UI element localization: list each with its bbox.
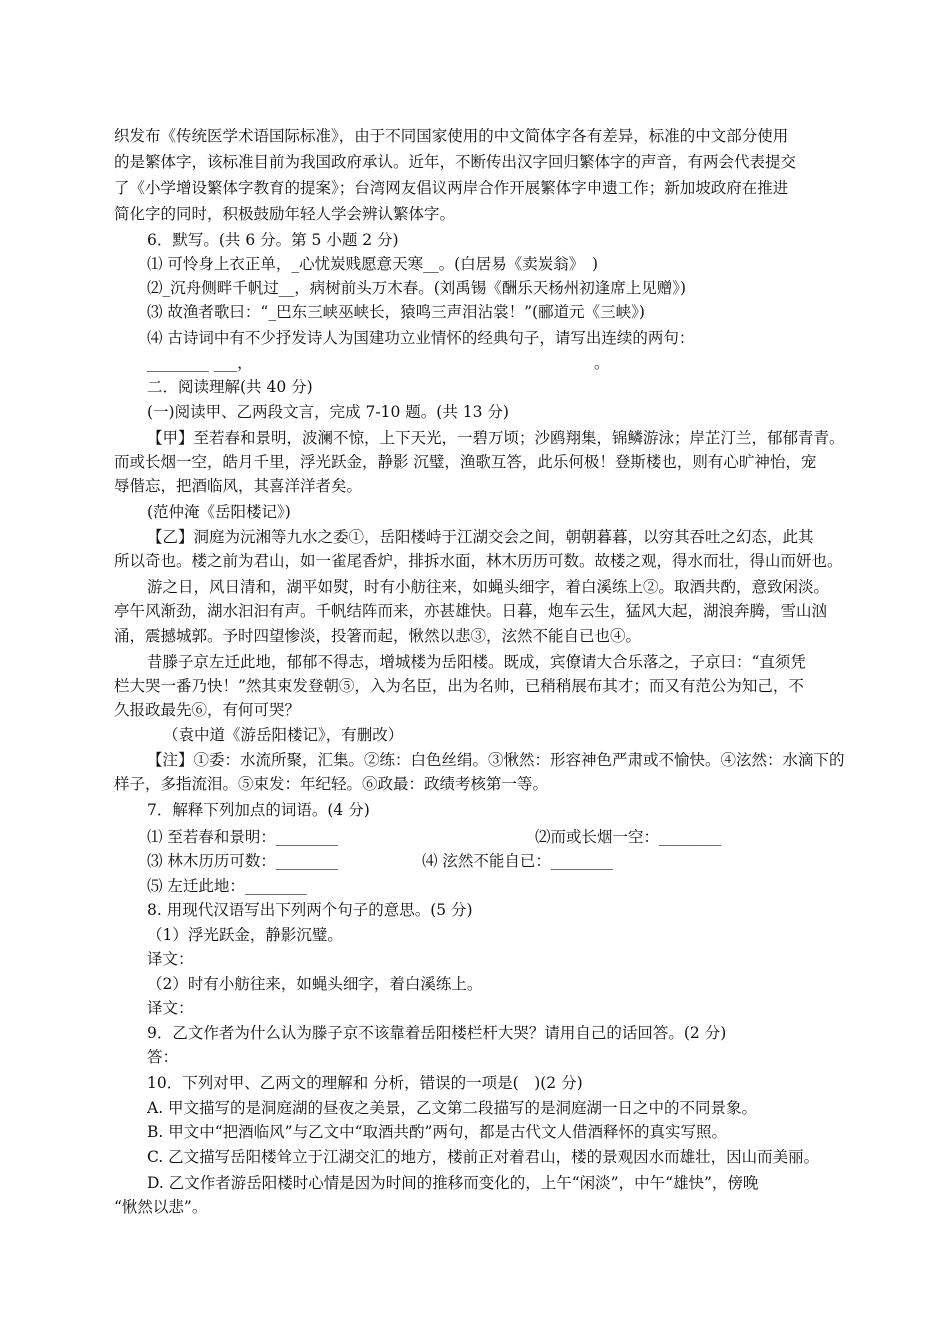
q10-option-a[interactable]: A. 甲文描写的是洞庭湖的昼夜之美景，乙文第二段描写的是洞庭湖一日之中的不同景象。 [147,1099,758,1117]
q10-option-d[interactable]: D. 乙文作者游岳阳楼时心情是因为时间的推移而变化的，上午“闲淡”，中午“雄快”，傍晚 [147,1174,759,1192]
q7-heading: 7．解释下列加点的词语。(4 分) [147,801,370,819]
passage-jia-source: (范仲淹《岳阳楼记》) [147,503,291,521]
q7-item-4[interactable]: ⑷ 泫然不能自已：________ [422,852,613,870]
q6-item-3: ⑶ 故渔者歌曰：“_巴东三峡巫峡长，猿鸣三声泪沾裳！”(郦道元《三峡》) [147,303,645,321]
q6-answer-blank-1[interactable]: ________ ___， [147,354,253,372]
passage-yi-line-1: 【乙】洞庭为沅湘等九水之委①，岳阳楼峙于江湖交会之间，朝朝暮暮，以穷其吞吐之幻态，此其 [147,528,814,546]
intro-line-4: 简化字的同时，积极鼓励年轻人学会辨认繁体字。 [114,205,456,223]
q9-heading: 9．乙文作者为什么认为滕子京不该靠着岳阳楼栏杆大哭？请用自己的话回答。(2 分) [147,1024,727,1042]
intro-line-2: 的是繁体字，该标准目前为我国政府承认。近年，不断传出汉字回归繁体字的声音，有两会代表提交 [114,153,797,171]
passage-yi-line-6: 昔滕子京左迁此地，郁郁不得志，增城楼为岳阳楼。既成，宾僚请大合乐落之，子京曰：“直须凭 [147,653,806,671]
q7-item-2[interactable]: ⑵而或长烟一空：________ [535,828,722,846]
q6-answer-blank-2[interactable]: 。 [594,354,610,372]
q8-sentence-1: （1）浮光跃金，静影沉璧。 [147,926,343,944]
q7-item-5[interactable]: ⑸ 左迁此地：________ [147,877,307,895]
notes-line-2: 样子，多指流泪。⑤束发：年纪轻。⑥政最：政绩考核第一等。 [114,775,549,793]
passage-jia-line-3: 辱偕忘，把酒临风，其喜洋洋者矣。 [114,477,363,495]
q10-option-d-cont: “愀然以悲”。 [114,1198,208,1216]
q7-item-1[interactable]: ⑴ 至若春和景明：________ [147,828,338,846]
passage-yi-line-7: 栏大哭一番乃快！”然其束发登朝⑤，入为名臣，出为名帅，已稍稍展布其才；而又有范公为知己，不 [114,677,804,695]
passage-yi-line-2: 所以奇也。楼之前为君山，如一雀尾香炉，排拆水面，林木历历可数。故楼之观，得水而壮，得山而妍也。 [114,552,843,570]
section-2-heading: 二．阅读理解(共 40 分) [147,378,313,396]
section-2-subheading: (一)阅读甲、乙两段文言，完成 7-10 题。(共 13 分) [147,403,509,421]
passage-yi-line-4: 亭午风渐劲，湖水汩汩有声。千帆结阵而来，亦甚雄快。日暮，炮车云生，猛风大起，湖浪奔腾，雪山汹 [114,602,828,620]
passage-yi-line-8: 久报政最先⑥，有何可哭？ [114,701,301,719]
q10-option-c[interactable]: C. 乙文描写岳阳楼耸立于江湖交汇的地方，楼前正对着君山，楼的景观因水而雄壮，因山而美丽。 [147,1148,820,1166]
q6-heading: 6．默写。(共 6 分。第 5 小题 2 分) [147,231,399,249]
q8-translation-1[interactable]: 译文： [147,950,194,968]
q6-item-1: ⑴ 可怜身上衣正单，_心忧炭贱愿意天寒__。(白居易《卖炭翁》 ) [147,255,599,273]
intro-line-1: 织发布《传统医学术语国际标准》，由于不同国家使用的中文简体字各有差异，标准的中文部分使用 [114,127,789,145]
passage-yi-source: （袁中道《游岳阳楼记》，有删改） [163,726,404,744]
passage-jia-line-2: 而或长烟一空，皓月千里，浮光跃金，静影 沉璧，渔歌互答，此乐何极！登斯楼也，则有心旷神怡，宠 [114,453,817,471]
q7-item-3[interactable]: ⑶ 林木历历可数：________ [147,852,338,870]
notes-line-1: 【注】①委：水流所聚，汇集。②练：白色丝绢。③愀然：形容神色严肃或不愉快。④泫然：水滴下的 [147,751,845,769]
q6-item-4: ⑷ 古诗词中有不少抒发诗人为国建功立业情怀的经典句子，请写出连续的两句： [147,329,695,347]
passage-jia-line-1: 【甲】至若春和景明，波澜不惊，上下天光，一碧万顷；沙鸥翔集，锦鳞游泳；岸芷汀兰，郁郁青青。 [147,429,845,447]
passage-yi-line-5: 涌，震撼城郭。予时四望惨淡，投箸而起，愀然以悲③，泫然不能自已也④。 [114,627,642,645]
intro-line-3: 了《小学增设繁体字教育的提案》；台湾网友倡议两岸合作开展繁体字申遗工作；新加坡政府在推进 [114,179,789,197]
q8-sentence-2: （2）时有小舫往来，如蝇头细字，着白溪练上。 [147,975,483,993]
q9-answer[interactable]: 答： [147,1048,179,1066]
q10-option-b[interactable]: B. 甲文中“把酒临风”与乙文中“取酒共酌”两句，都是古代文人借酒释怀的真实写照。 [147,1123,727,1141]
passage-yi-line-3: 游之日，风日清和，湖平如熨，时有小舫往来，如蝇头细字，着白溪练上②。取酒共酌，意致闲淡。 [147,578,830,596]
q8-heading: 8. 用现代汉语写出下列两个句子的意思。(5 分) [147,901,473,919]
q10-heading: 10．下列对甲、乙两文的理解和 分析，错误的一项是( )(2 分) [147,1074,583,1092]
q8-translation-2[interactable]: 译文： [147,999,194,1017]
q6-item-2: ⑵_沉舟侧畔千帆过__，病树前头万木春。(刘禹锡《酬乐天杨州初逢席上见赠》) [147,279,687,297]
